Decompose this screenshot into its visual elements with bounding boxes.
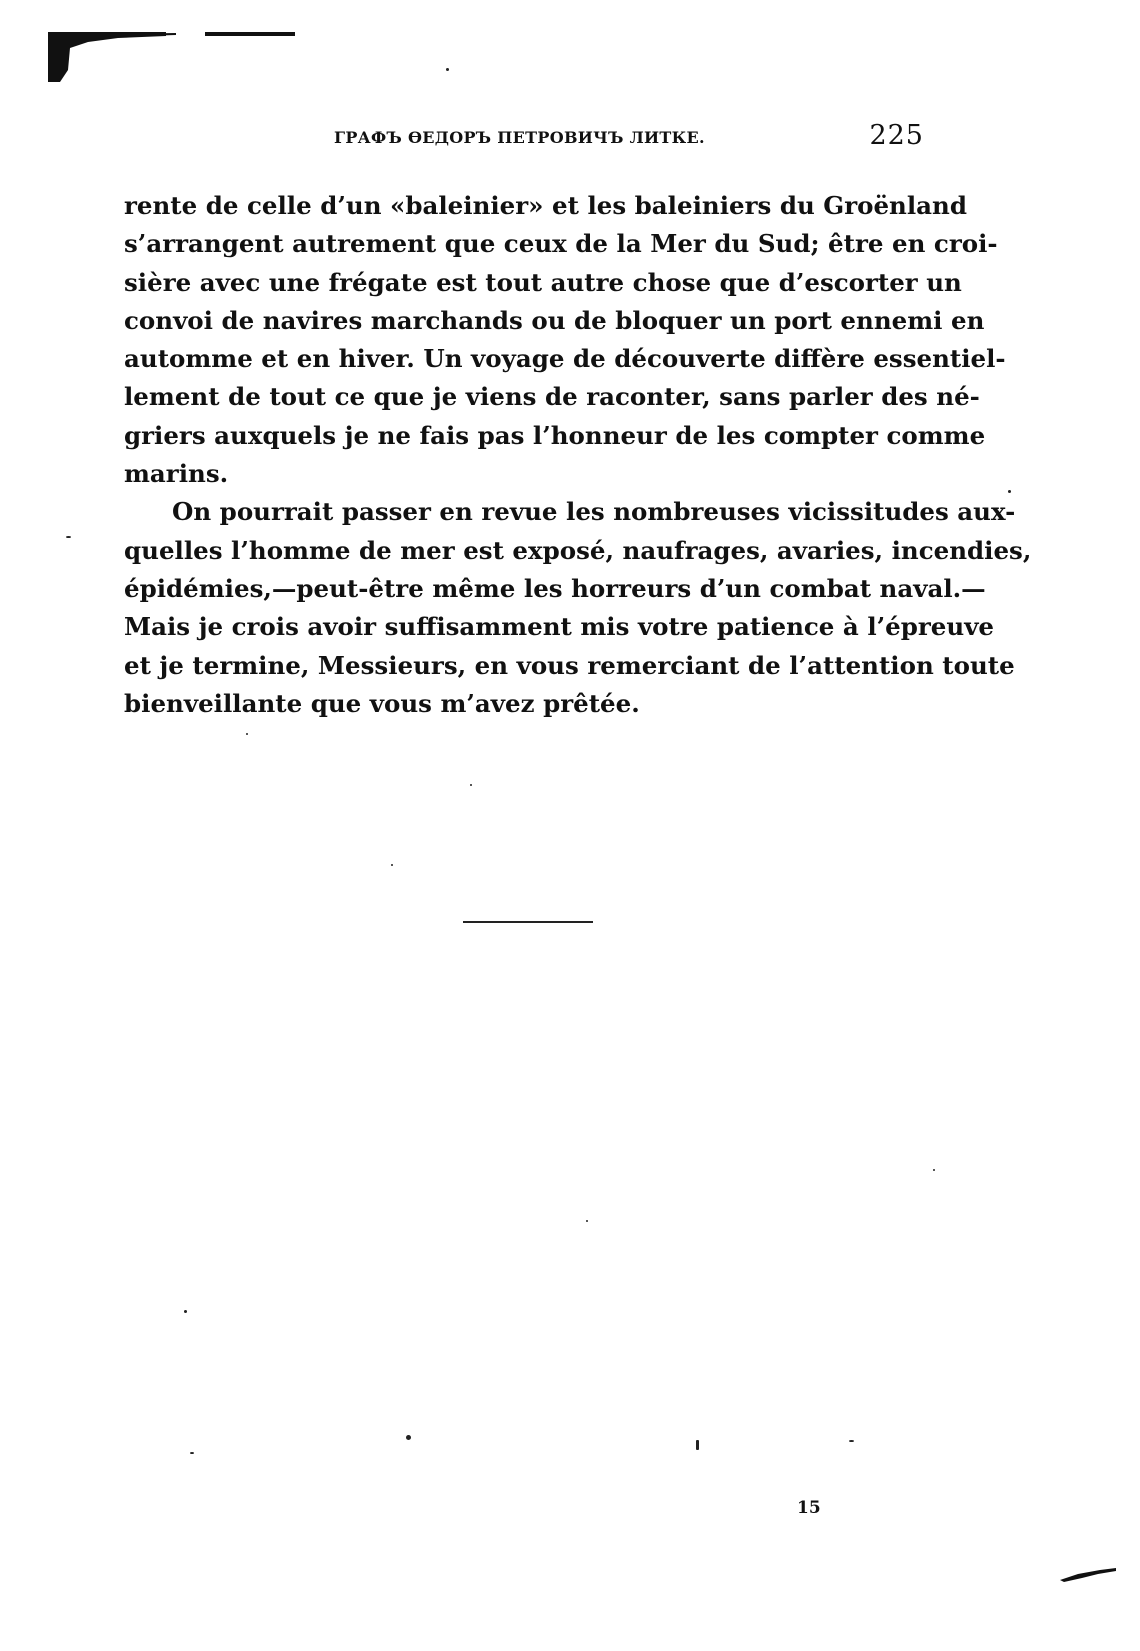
scan-speck: [586, 1220, 588, 1222]
text-line: épidémies,—peut-être même les horreurs d’un combat naval.—: [124, 573, 986, 603]
paragraph: [124, 187, 1006, 493]
scan-speck: [184, 1310, 187, 1313]
scan-artifact-bottom: [1060, 1568, 1116, 1582]
scan-speck: [849, 1440, 854, 1442]
scan-speck: [406, 1435, 411, 1440]
text-line: bienveillante que vous m’avez prêtée.: [124, 688, 640, 718]
text-line: quelles l’homme de mer est exposé, naufrages, avaries, incendies,: [124, 535, 1032, 565]
scan-speck: [190, 1452, 194, 1454]
scan-artifact-top: [48, 30, 178, 82]
text-line: lement de tout ce que je viens de raconter, sans parler des né-: [124, 382, 980, 412]
scan-speck: [246, 733, 248, 735]
text-line: automme et en hiver. Un voyage de découverte diffère essentiel-: [124, 344, 1006, 374]
text-line: Mais je crois avoir suffisamment mis votre patience à l’épreuve: [124, 612, 995, 642]
scan-speck: [933, 1169, 935, 1171]
text-line: marins.: [124, 459, 229, 489]
text-line: On pourrait passer en revue les nombreuses vicissitudes aux-: [172, 497, 1016, 527]
running-header: [124, 120, 924, 150]
text-line: griers auxquels je ne fais pas l’honneur de les compter comme: [124, 420, 986, 450]
scan-speck: [391, 864, 393, 866]
text-line: convoi de navires marchands ou de bloquer un port ennemi en: [124, 305, 985, 335]
text-line: s’arrangent autrement que ceux de la Mer du Sud; être en croi-: [124, 229, 998, 259]
scan-speck: [470, 784, 472, 786]
scan-speck: [696, 1440, 699, 1450]
scan-speck: [66, 536, 71, 538]
scan-speck: [446, 68, 449, 71]
text-line: rente de celle d’un «baleinier» et les baleiniers du Groënland: [124, 191, 967, 220]
running-title: ГРАФЪ ѲЕДОРЪ ПЕТРОВИЧЪ ЛИТКЕ.: [334, 128, 705, 147]
body-text: [124, 187, 1032, 723]
paragraph: [124, 493, 1032, 723]
page-number: 225: [869, 120, 924, 151]
text-line: sière avec une frégate est tout autre chose que d’escorter un: [124, 267, 962, 297]
section-end-rule: [463, 921, 593, 923]
signature-mark: 15: [797, 1498, 821, 1518]
scan-artifact-dash: [205, 32, 295, 36]
scan-speck: [1008, 490, 1011, 493]
text-line: et je termine, Messieurs, en vous remerciant de l’attention toute: [124, 650, 1015, 680]
